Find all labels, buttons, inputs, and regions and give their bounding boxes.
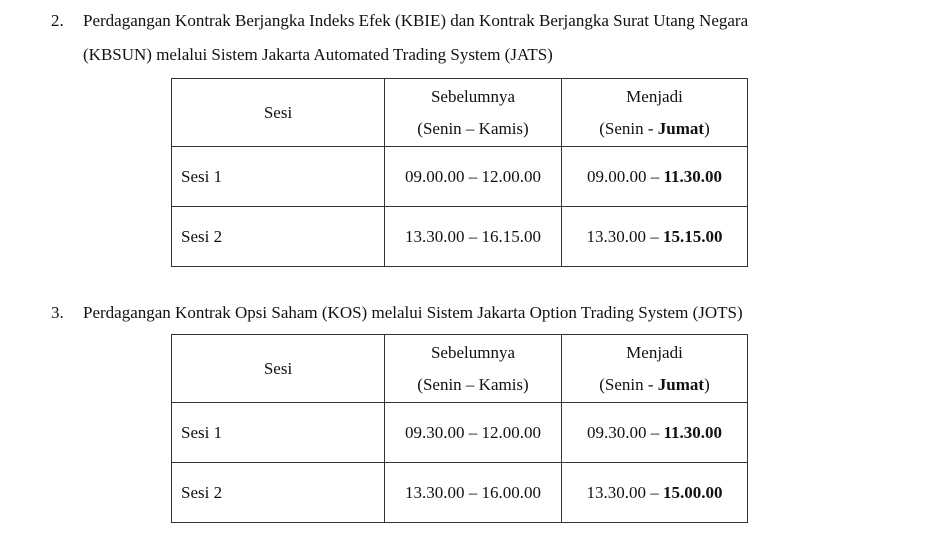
cell-sesi: Sesi 1 xyxy=(172,147,385,207)
cell-sebelumnya: 13.30.00 – 16.00.00 xyxy=(385,463,562,523)
table-row xyxy=(172,207,748,267)
header-sesi: Sesi xyxy=(172,79,385,147)
cell-sebelumnya: 13.30.00 – 16.15.00 xyxy=(385,207,562,267)
cell-menjadi: 13.30.00 – 15.15.00 xyxy=(562,207,748,267)
table-row xyxy=(172,403,748,463)
table-row xyxy=(172,463,748,523)
header-sesi: Sesi xyxy=(172,335,385,403)
item-title-line-1: Perdagangan Kontrak Berjangka Indeks Efek (KBIE) dan Kontrak Berjangka Surat Utang Negara xyxy=(83,11,749,30)
cell-sebelumnya: 09.30.00 – 12.00.00 xyxy=(385,403,562,463)
item-title-line-2: (KBSUN) melalui Sistem Jakarta Automated Trading System (JATS) xyxy=(83,45,553,64)
cell-sebelumnya: 09.00.00 – 12.00.00 xyxy=(385,147,562,207)
cell-menjadi: 09.30.00 – 11.30.00 xyxy=(562,403,748,463)
header-sebelumnya: Sebelumnya (Senin – Kamis) xyxy=(385,79,562,147)
item-number: 3. xyxy=(51,303,64,322)
cell-sesi: Sesi 2 xyxy=(172,463,385,523)
schedule-table-kbie-kbsun xyxy=(171,78,748,267)
table-row xyxy=(172,147,748,207)
header-menjadi: Menjadi (Senin - Jumat) xyxy=(562,335,748,403)
cell-menjadi: 09.00.00 – 11.30.00 xyxy=(562,147,748,207)
cell-sesi: Sesi 1 xyxy=(172,403,385,463)
header-menjadi: Menjadi (Senin - Jumat) xyxy=(562,79,748,147)
table-header-row xyxy=(172,335,748,403)
header-sebelumnya: Sebelumnya (Senin – Kamis) xyxy=(385,335,562,403)
cell-menjadi: 13.30.00 – 15.00.00 xyxy=(562,463,748,523)
table-header-row xyxy=(172,79,748,147)
schedule-table-kos xyxy=(171,334,748,523)
item-number: 2. xyxy=(51,11,64,30)
cell-sesi: Sesi 2 xyxy=(172,207,385,267)
item-title-line-1: Perdagangan Kontrak Opsi Saham (KOS) melalui Sistem Jakarta Option Trading System (JOTS) xyxy=(83,303,743,322)
